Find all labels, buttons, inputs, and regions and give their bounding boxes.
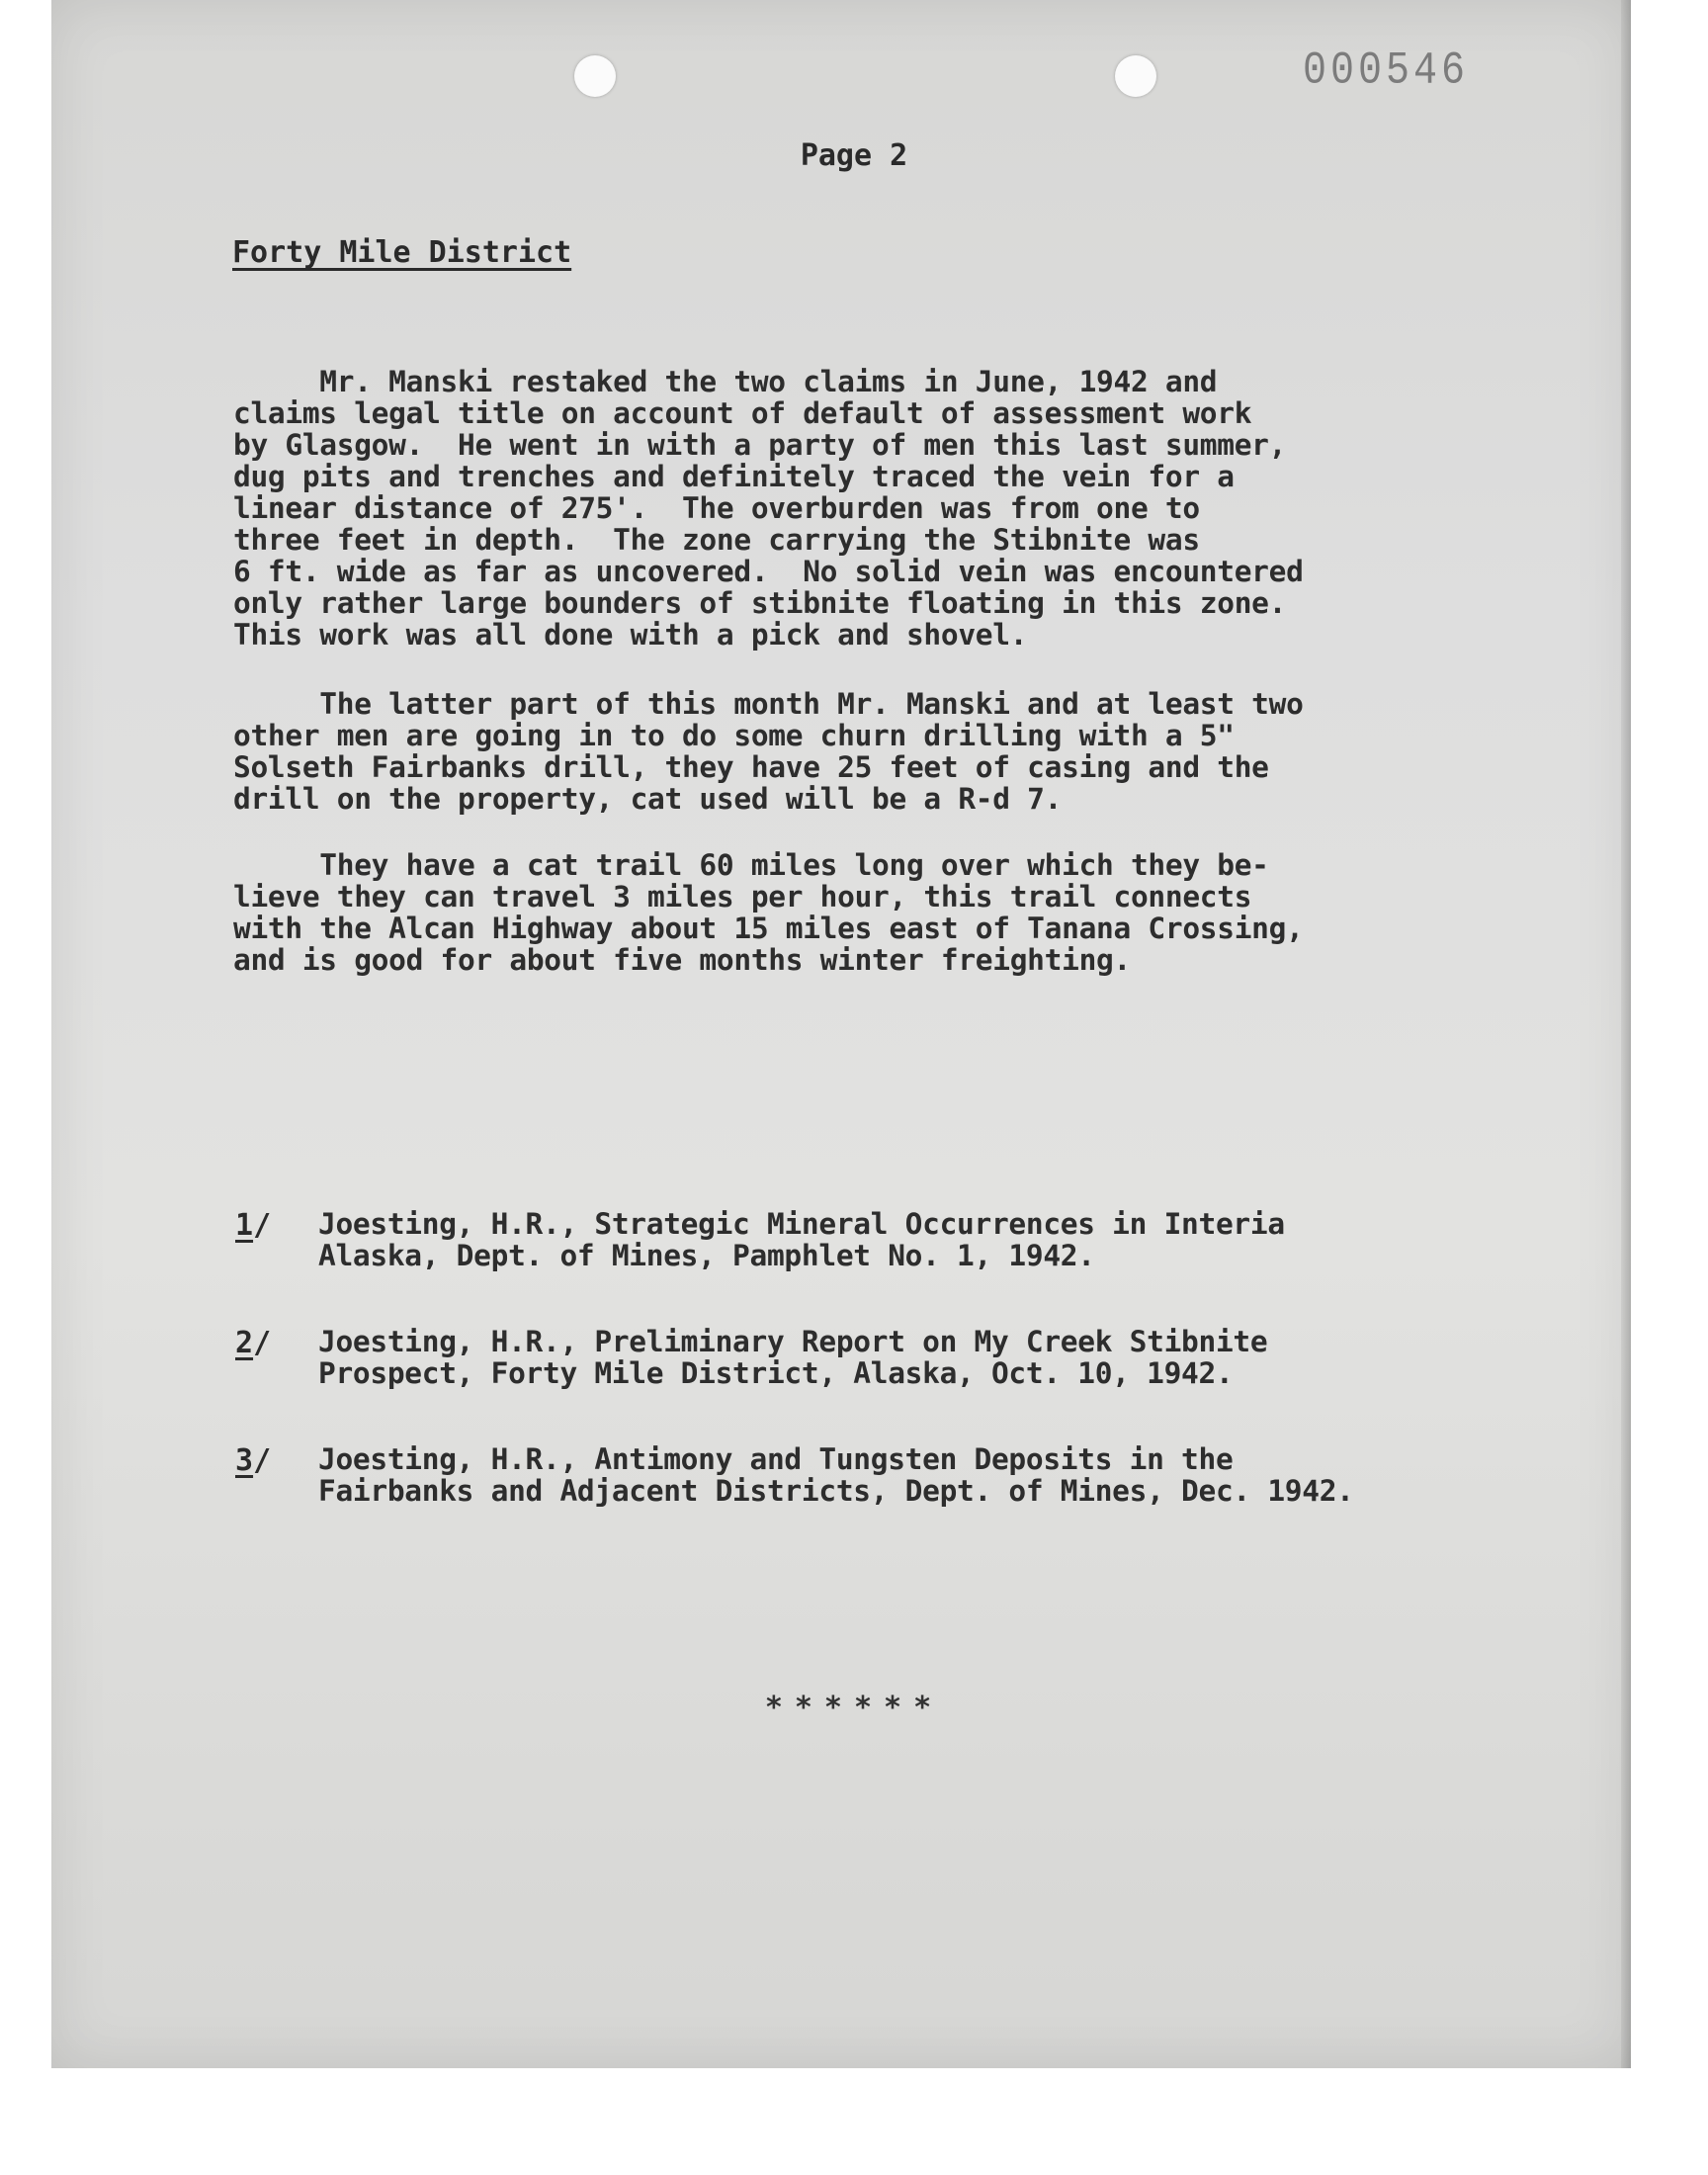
section-title: Forty Mile District	[232, 235, 572, 270]
document-number-stamp: 000546	[1303, 45, 1470, 98]
footnote-text: Joesting, H.R., Antimony and Tungsten Deposits in the Fairbanks and Adjacent Districts, Dept. of Mines, Dec. 1942.	[318, 1442, 1354, 1508]
paragraph-2: The latter part of this month Mr. Manski and at least two other men are going in to do some churn drilling with a 5" Solseth Fairbanks drill, they have 25 feet of casing and the drill on the property, cat used will be a R-d 7.	[233, 687, 1304, 816]
footnote-text: Joesting, H.R., Strategic Mineral Occurrences in Interia Alaska, Dept. of Mines, Pamphlet No. 1, 1942.	[318, 1207, 1285, 1272]
footnote-3	[235, 1443, 1520, 1507]
footnote-text: Joesting, H.R., Preliminary Report on My Creek Stibnite Prospect, Forty Mile District, Alaska, Oct. 10, 1942.	[318, 1325, 1268, 1390]
footnote-marker: 3/	[235, 1443, 272, 1478]
footnote-marker: 1/	[235, 1208, 272, 1243]
punch-hole-left	[574, 55, 616, 97]
page-number: Page 2	[800, 138, 908, 173]
paragraph-3: They have a cat trail 60 miles long over which they be- lieve they can travel 3 miles per hour, this trail connects with the Alcan Highway about 15 miles east of Tanana Crossing, and is good for about five months winter freighting.	[233, 848, 1304, 977]
document-page	[51, 0, 1631, 2068]
page-edge-shadow	[1621, 0, 1631, 2068]
footnote-2	[235, 1326, 1520, 1389]
footnotes-list	[235, 1208, 1520, 1561]
end-separator: ******	[764, 1691, 944, 1725]
footnote-1	[235, 1208, 1520, 1271]
footnote-marker: 2/	[235, 1326, 272, 1360]
paragraph-1: Mr. Manski restaked the two claims in June, 1942 and claims legal title on account of default of assessment work by Glasgow. He went in with a party of men this last summer, dug pits and trenches and definitely traced the vein for a linear distance of 275'. The overburden was from one to three feet in depth. The zone carrying the Stibnite was 6 ft. wide as far as uncovered. No solid vein was encountered only rather large bounders of stibnite floating in this zone. This work was all done with a pick and shovel.	[233, 365, 1304, 652]
punch-hole-right	[1115, 55, 1156, 97]
